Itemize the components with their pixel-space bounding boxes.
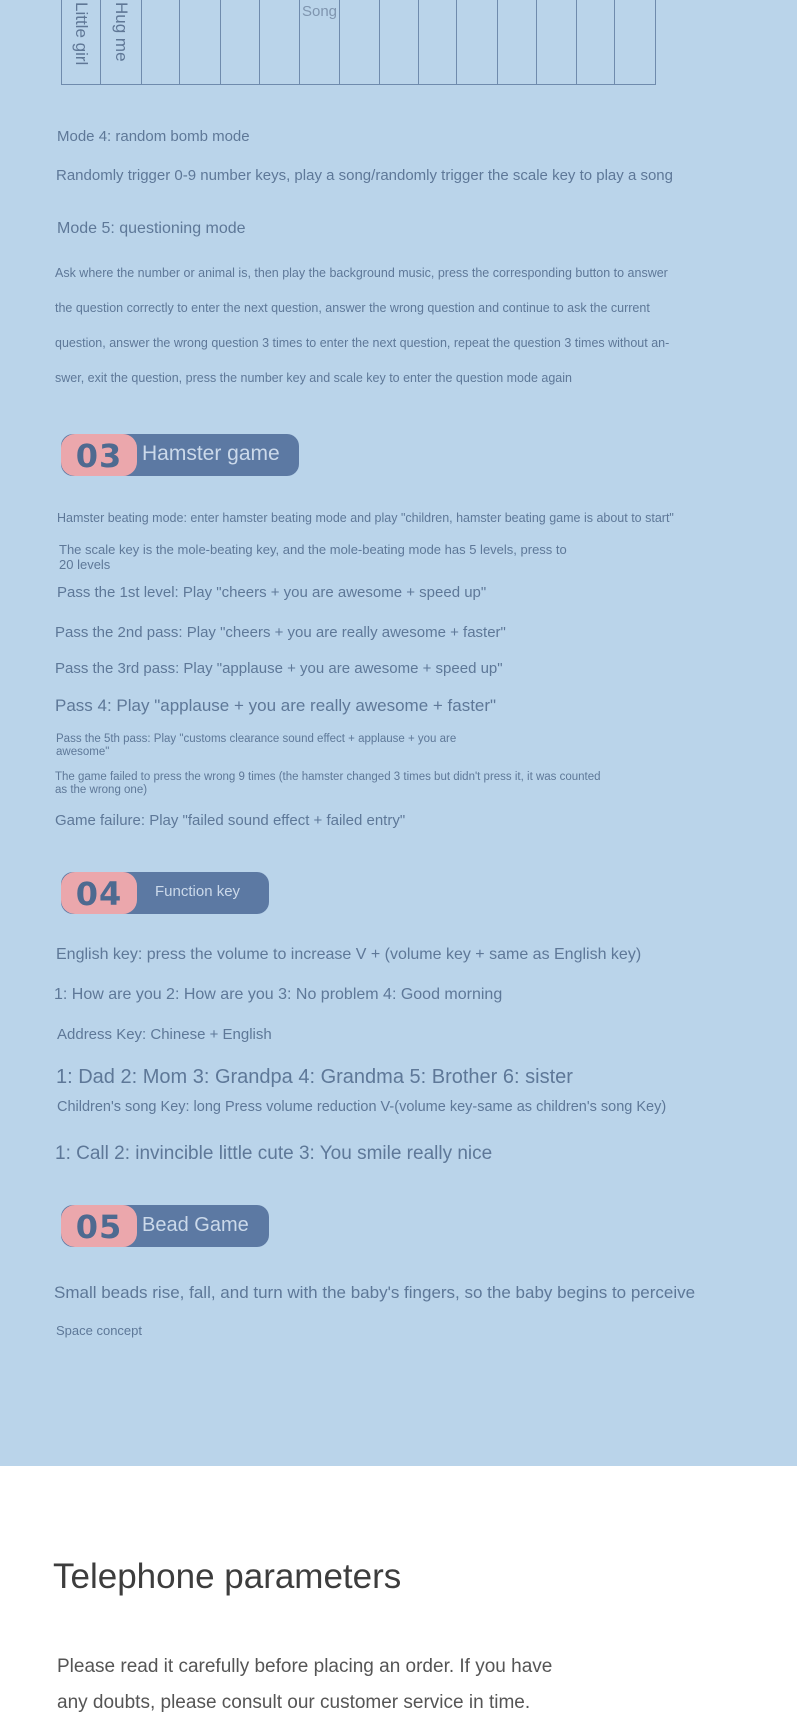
section-03-line: Hamster beating mode: enter hamster beating mode and play "children, hamster beating game is about to start" <box>57 511 674 525</box>
table-column <box>615 0 655 84</box>
mode5-line: question, answer the wrong question 3 times to enter the next question, repeat the question 3 times without an- <box>55 336 670 350</box>
section-04-line: 1: How are you 2: How are you 3: No problem 4: Good morning <box>54 986 503 1003</box>
table-column <box>380 0 419 84</box>
section-03-line: The scale key is the mole-beating key, and the mole-beating mode has 5 levels, press to 20 levels <box>59 542 567 572</box>
table-column-label: Song <box>301 3 338 20</box>
section-04-line: 1: Dad 2: Mom 3: Grandpa 4: Grandma 5: Brother 6: sister <box>56 1066 573 1088</box>
table-column <box>340 0 380 84</box>
mode5-line: the question correctly to enter the next question, answer the wrong question and continue to ask the current <box>55 301 650 315</box>
mode5-line: Ask where the number or animal is, then play the background music, press the corresponding button to answer <box>55 266 668 280</box>
parameters-title: Telephone parameters <box>53 1557 402 1596</box>
section-04-line: English key: press the volume to increase V + (volume key + same as English key) <box>56 946 642 963</box>
table-column <box>457 0 498 84</box>
table-column <box>142 0 180 84</box>
section-05-line: Space concept <box>56 1323 143 1338</box>
parameters-note-line: any doubts, please consult our customer service in time. <box>57 1692 531 1713</box>
table-column <box>498 0 537 84</box>
section-04-line: 1: Call 2: invincible little cute 3: You smile really nice <box>55 1143 493 1164</box>
section-05-number: 05 <box>61 1205 137 1247</box>
section-04-line: Children's song Key: long Press volume reduction V-(volume key-same as children's song Key) <box>57 1099 667 1115</box>
table-column <box>180 0 221 84</box>
sound-table <box>61 0 656 85</box>
section-03-line: Pass the 5th pass: Play "customs clearance sound effect + applause + you are awesome" <box>56 733 457 758</box>
section-05-badge <box>61 1205 269 1247</box>
table-column-label: Little girl <box>72 2 91 66</box>
table-column <box>419 0 457 84</box>
section-04-badge <box>61 872 269 914</box>
section-03-line: Pass the 1st level: Play "cheers + you are awesome + speed up" <box>57 584 487 601</box>
section-05-title: Bead Game <box>142 1214 249 1236</box>
section-04-title: Function key <box>155 883 241 900</box>
mode5-line: swer, exit the question, press the number key and scale key to enter the question mode again <box>55 371 572 385</box>
mode4-title: Mode 4: random bomb mode <box>57 128 250 145</box>
table-column <box>260 0 300 84</box>
mode4-description: Randomly trigger 0-9 number keys, play a song/randomly trigger the scale key to play a song <box>56 167 673 184</box>
table-column <box>221 0 260 84</box>
table-column-label: Hug me <box>112 2 131 62</box>
table-column <box>62 0 101 84</box>
section-03-line: The game failed to press the wrong 9 times (the hamster changed 3 times but didn't press it, it was counted as the wrong one) <box>55 771 601 796</box>
section-03-badge <box>61 434 299 476</box>
table-column <box>537 0 577 84</box>
section-03-line: Pass the 3rd pass: Play "applause + you are awesome + speed up" <box>55 660 503 677</box>
section-03-line: Pass 4: Play "applause + you are really awesome + faster" <box>55 696 497 715</box>
section-03-number: 03 <box>61 434 137 476</box>
table-column <box>300 0 340 84</box>
section-04-line: Address Key: Chinese + English <box>57 1026 272 1043</box>
section-05-line: Small beads rise, fall, and turn with the baby's fingers, so the baby begins to perceive <box>54 1283 696 1302</box>
section-03-title: Hamster game <box>142 442 280 465</box>
section-03-line: Pass the 2nd pass: Play "cheers + you are really awesome + faster" <box>55 624 506 641</box>
section-03-line: Game failure: Play "failed sound effect + failed entry" <box>55 812 406 829</box>
parameters-note-line: Please read it carefully before placing an order. If you have <box>57 1656 553 1677</box>
table-column <box>101 0 142 84</box>
section-04-number: 04 <box>61 872 137 914</box>
table-column <box>577 0 615 84</box>
mode5-title: Mode 5: questioning mode <box>57 220 246 237</box>
